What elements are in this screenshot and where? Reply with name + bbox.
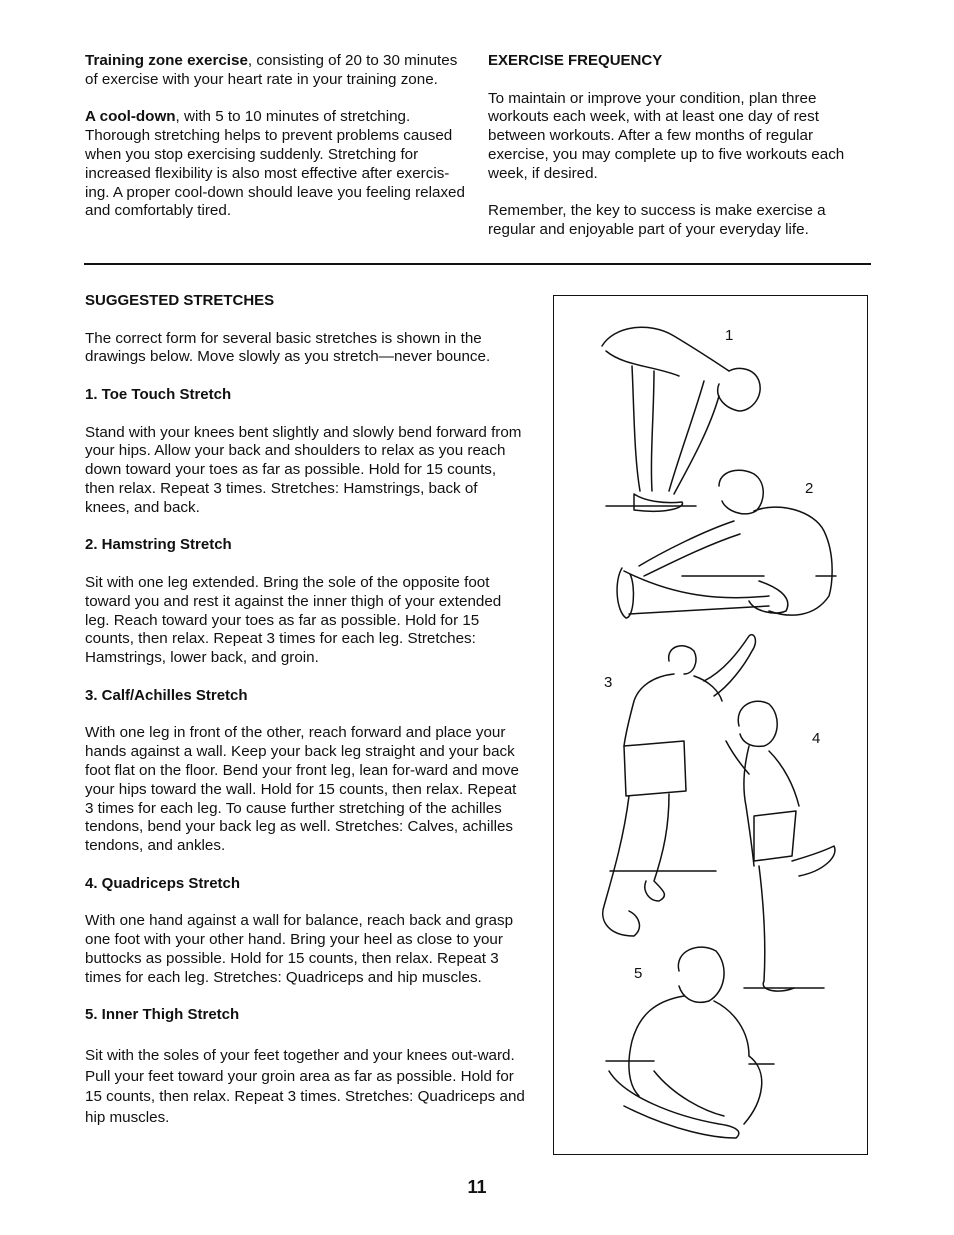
frequency-column xyxy=(488,52,873,240)
figure-label-5: 5 xyxy=(634,965,643,982)
figure-label-3: 3 xyxy=(604,674,613,691)
calf-stretch-figure xyxy=(603,635,756,936)
stretches-intro: The correct form for several basic stretches is shown in the drawings below. Move slowly as you stretch—never bounce. xyxy=(85,329,491,366)
cooldown-paragraph xyxy=(85,108,470,221)
figure-label-1: 1 xyxy=(725,327,734,344)
stretch-illustrations xyxy=(553,295,868,1155)
stretch-4-text: With one hand against a wall for balance, reach back and grasp one foot with your other hand. Bring your heel as close to your buttocks as possible. Hold for 15 counts, then relax. Repeat 3 times for each leg. Stretches: Quadriceps and hip muscles. xyxy=(85,912,514,986)
figure-label-4: 4 xyxy=(812,730,821,747)
stretch-5-text: Sit with the soles of your feet together and your knees out-ward. Pull your feet toward your groin area as far as possible. Hold for 15 counts, then relax. Repeat 3 times. Stretches: Quadriceps and hip muscles. xyxy=(85,1047,525,1126)
figure-label-2: 2 xyxy=(805,480,814,497)
frequency-paragraph-2: Remember, the key to success is make exercise a regular and enjoyable part of your everyday life. xyxy=(488,202,826,239)
stretch-3-title: 3. Calf/Achilles Stretch xyxy=(85,686,248,704)
frequency-heading: EXERCISE FREQUENCY xyxy=(488,52,663,69)
inner-thigh-stretch-figure xyxy=(606,947,774,1138)
section-divider xyxy=(84,263,871,265)
page-number: 11 xyxy=(467,1177,487,1197)
stretch-2-title: 2. Hamstring Stretch xyxy=(85,536,232,554)
cooldown-title: A cool-down xyxy=(85,108,176,126)
stretch-1-text: Stand with your knees bent slightly and slowly bend forward from your hips. Allow your back and shoulders to relax as you reach down toward your toes as far as possible. Hold for 15 counts, then relax. Repeat 3 times. Stretches: Hamstrings, back of knees, and back. xyxy=(85,423,522,516)
training-zone-paragraph xyxy=(85,52,470,90)
stretch-1-title: 1. Toe Touch Stretch xyxy=(85,385,232,403)
frequency-paragraph-1: To maintain or improve your condition, plan three workouts each week, with at least one day of rest between workouts. After a few months of regular exercise, you may complete up to five workouts each week, if desired. xyxy=(488,89,845,182)
stretches-column xyxy=(85,292,525,1128)
stretch-5-title: 5. Inner Thigh Stretch xyxy=(85,1006,240,1024)
training-zone-text: , consisting of 20 to 30 minutes of exercise with your heart rate in your training zone. xyxy=(85,52,458,88)
stretches-heading: SUGGESTED STRETCHES xyxy=(85,292,275,309)
stretch-3-text: With one leg in front of the other, reach forward and place your hands against a wall. Keep your back leg straight and your back foot flat on the floor. Bend your front leg, lean for-ward and move your hips toward the wall. Hold for 15 counts, then relax. Repeat 3 times for each leg. To cause further stretching of the achilles tendons, bend your back leg as well. Stretches: Calves, achilles tendons, and ankles. xyxy=(85,724,519,855)
intro-column xyxy=(85,52,470,221)
toe-touch-figure xyxy=(602,327,760,511)
stretch-4-title: 4. Quadriceps Stretch xyxy=(85,874,241,892)
cooldown-text: , with 5 to 10 minutes of stretching. Thorough stretching helps to prevent problems caused when you stop exercising suddenly. Stretching for increased flexibility is also most effective after exercis-ing. A proper cool-down should leave you feeling relaxed and comfortably tired. xyxy=(85,108,465,220)
hamstring-stretch-figure xyxy=(617,470,836,618)
training-zone-title: Training zone exercise xyxy=(85,52,248,69)
stretch-2-text: Sit with one leg extended. Bring the sole of the opposite foot toward you and rest it against the inner thigh of your extended leg. Reach toward your toes as far as possible. Hold for 15 counts, then relax. Repeat 3 times for each leg. Stretches: Hamstrings, lower back, and groin. xyxy=(85,573,502,667)
